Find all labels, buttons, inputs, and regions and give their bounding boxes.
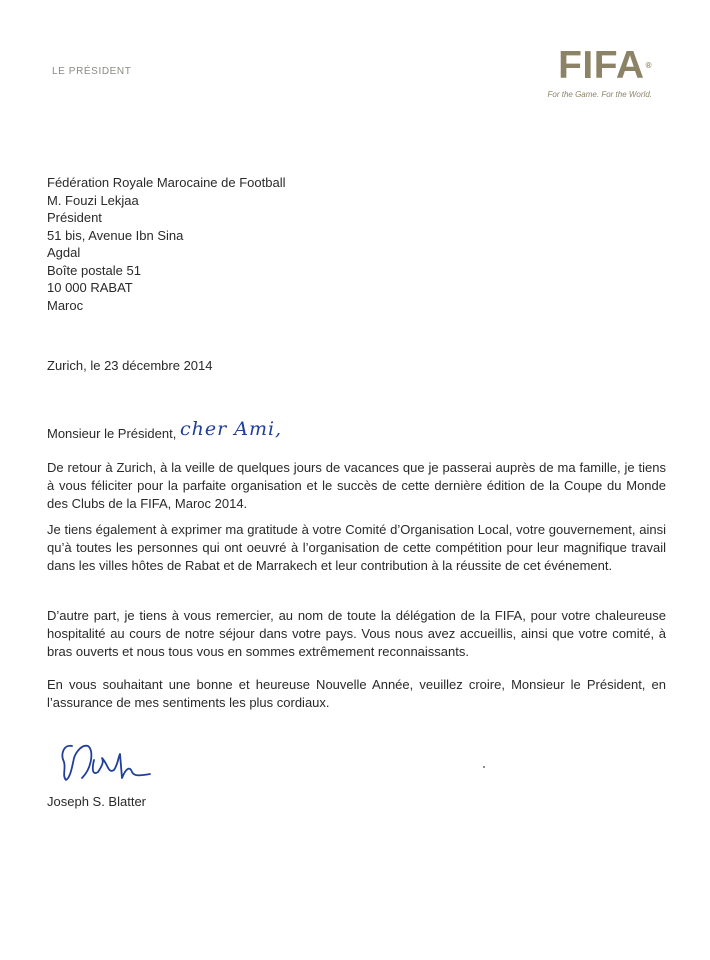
address-line: Maroc xyxy=(47,297,84,313)
body-paragraph: D’autre part, je tiens à vous remercier, au nom de toute la délégation de la FIFA, pour votre chaleureuse hospitalité au cours de notre séjour dans votre pays. Vous nous avez accueillis, ainsi que votre comité, à bras ouverts et nous tous vous en sommes extrêmement reconnaissants. xyxy=(47,608,666,659)
body-paragraph: Je tiens également à exprimer ma gratitude à votre Comité d’Organisation Local, votre gouvernement, ainsi qu’à toutes les personnes qui ont oeuvré à l’organisation de cette compétition pour leur magnifique travail dans les villes hôtes de Rabat et de Marrakech et leur contribution à la réussite de cet événement. xyxy=(47,522,666,573)
address-line: Agdal xyxy=(47,245,81,260)
handwritten-note: cher Ami, xyxy=(180,418,283,440)
salutation: Monsieur le Président, xyxy=(47,426,177,441)
signer-name: Joseph S. Blatter xyxy=(47,794,146,809)
recipient-address xyxy=(47,174,285,314)
address-line: M. Fouzi Lekjaa xyxy=(47,192,139,208)
fifa-logo xyxy=(548,46,652,99)
body-paragraph: En vous souhaitant une bonne et heureuse Nouvelle Année, veuillez croire, Monsieur le Président, en l’assurance de mes sentiments les plus cordiaux. xyxy=(47,677,666,710)
registered-mark: ® xyxy=(645,61,652,70)
sender-title: LE PRÉSIDENT xyxy=(52,66,132,77)
logo-wordmark: FIFA xyxy=(558,44,645,87)
address-line: 51 bis, Avenue Ibn Sina xyxy=(47,227,184,243)
body-paragraph: De retour à Zurich, à la veille de quelques jours de vacances que je passerai auprès de ma famille, je tiens à vous féliciter pour la parfaite organisation et le succès de cette dernière édition de la Coupe du Monde des Clubs de la FIFA, Maroc 2014. xyxy=(47,460,666,511)
address-line: Fédération Royale Marocaine de Football xyxy=(47,175,286,190)
paper-speck xyxy=(483,766,485,768)
address-line: Président xyxy=(47,210,102,225)
signature-image xyxy=(58,738,158,788)
dateline: Zurich, le 23 décembre 2014 xyxy=(47,358,213,373)
address-line: Boîte postale 51 xyxy=(47,262,141,278)
logo-tagline: For the Game. For the World. xyxy=(547,90,652,99)
address-line: 10 000 RABAT xyxy=(47,280,133,295)
